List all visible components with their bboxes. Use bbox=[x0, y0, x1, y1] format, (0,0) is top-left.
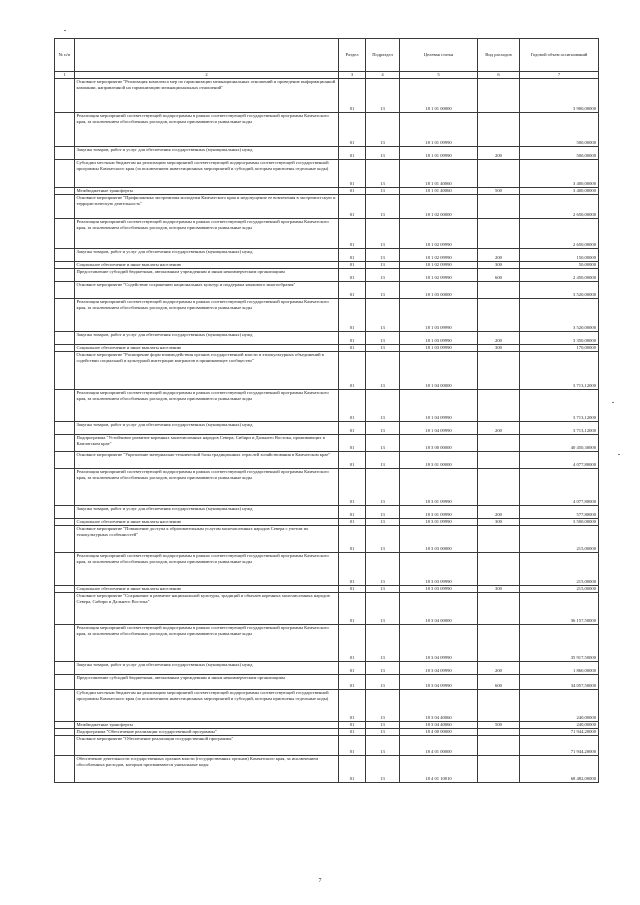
row-num-cell bbox=[55, 219, 75, 249]
row-podrazdel-cell: 13 bbox=[366, 722, 400, 729]
row-name-cell: Реализация мероприятий соответствующей подпрограммы в рамках соответствующей государственной программы Камчатского края, за исключением обособленных расходов, которым присваиваются уникальные коды bbox=[75, 625, 339, 662]
row-expense-type-cell bbox=[478, 690, 520, 722]
row-sum-cell: 215,00000 bbox=[520, 586, 599, 593]
row-razdel-cell: 01 bbox=[339, 269, 366, 282]
row-expense-type-cell bbox=[478, 390, 520, 422]
row-num-cell bbox=[55, 390, 75, 422]
row-target-cell: 18 1 02 09990 bbox=[400, 262, 478, 269]
row-podrazdel-cell: 13 bbox=[366, 675, 400, 690]
row-razdel-cell: 01 bbox=[339, 352, 366, 390]
row-expense-type-cell bbox=[478, 160, 520, 188]
row-num-cell bbox=[55, 188, 75, 195]
row-name-cell: Обеспечение деятельности государственных органов власти (государственных органов) Камчатского края, за исключением обособленных расходов, которым присваиваются уникальные коды bbox=[75, 756, 339, 783]
row-razdel-cell: 01 bbox=[339, 586, 366, 593]
row-sum-cell: 577,80000 bbox=[520, 506, 599, 519]
row-podrazdel-cell: 13 bbox=[366, 282, 400, 299]
col-number: 3 bbox=[339, 72, 366, 79]
row-num-cell bbox=[55, 282, 75, 299]
row-num-cell bbox=[55, 452, 75, 469]
row-target-cell: 18 3 04 00000 bbox=[400, 593, 478, 625]
row-podrazdel-cell: 13 bbox=[366, 147, 400, 160]
table-row bbox=[55, 147, 599, 160]
row-expense-type-cell bbox=[478, 79, 520, 113]
row-target-cell: 18 1 01 00000 bbox=[400, 79, 478, 113]
row-expense-type-cell bbox=[478, 756, 520, 783]
table-row bbox=[55, 722, 599, 729]
table-row bbox=[55, 736, 599, 756]
row-sum-cell: 500,00000 bbox=[520, 147, 599, 160]
row-name-cell: Социальное обеспечение и иные выплаты населению bbox=[75, 586, 339, 593]
table-row bbox=[55, 79, 599, 113]
row-expense-type-cell bbox=[478, 195, 520, 219]
row-target-cell: 18 3 04 40060 bbox=[400, 722, 478, 729]
col-number: 2 bbox=[75, 72, 339, 79]
table-row bbox=[55, 332, 599, 345]
row-sum-cell: 3 400,00000 bbox=[520, 188, 599, 195]
row-podrazdel-cell: 13 bbox=[366, 422, 400, 435]
row-expense-type-cell: 200 bbox=[478, 422, 520, 435]
row-razdel-cell: 01 bbox=[339, 506, 366, 519]
row-razdel-cell: 01 bbox=[339, 188, 366, 195]
row-razdel-cell: 01 bbox=[339, 593, 366, 625]
row-name-cell: Основное мероприятие "Сохранение и развитие национальной культуры, традиций и обычаев коренных малочисленных народов Севера, Сибири и Дальнего Востока" bbox=[75, 593, 339, 625]
row-num-cell bbox=[55, 262, 75, 269]
row-num-cell bbox=[55, 113, 75, 147]
row-target-cell: 18 1 01 40060 bbox=[400, 160, 478, 188]
row-num-cell bbox=[55, 345, 75, 352]
row-razdel-cell: 01 bbox=[339, 625, 366, 662]
table-row bbox=[55, 249, 599, 262]
col-number: 7 bbox=[520, 72, 599, 79]
table-row bbox=[55, 526, 599, 553]
table-body bbox=[55, 79, 599, 783]
row-target-cell: 18 3 01 09990 bbox=[400, 506, 478, 519]
row-num-cell bbox=[55, 662, 75, 675]
table-row bbox=[55, 299, 599, 332]
row-expense-type-cell: 200 bbox=[478, 249, 520, 262]
row-expense-type-cell: 300 bbox=[478, 345, 520, 352]
col-header-razdel: Раздел bbox=[339, 39, 366, 72]
row-expense-type-cell: 300 bbox=[478, 519, 520, 526]
row-razdel-cell: 01 bbox=[339, 249, 366, 262]
row-sum-cell: 4 077,80000 bbox=[520, 469, 599, 506]
row-num-cell bbox=[55, 756, 75, 783]
row-podrazdel-cell: 13 bbox=[366, 352, 400, 390]
row-razdel-cell: 01 bbox=[339, 435, 366, 452]
row-num-cell bbox=[55, 160, 75, 188]
row-name-cell: Реализация мероприятий соответствующей подпрограммы в рамках соответствующей государственной программы Камчатского края, за исключением обособленных расходов, которым присваиваются уникальные коды bbox=[75, 113, 339, 147]
row-sum-cell: 71 944,20000 bbox=[520, 736, 599, 756]
row-name-cell: Закупка товаров, работ и услуг для обеспечения государственных (муниципальных) нужд bbox=[75, 422, 339, 435]
row-expense-type-cell bbox=[478, 113, 520, 147]
row-podrazdel-cell: 13 bbox=[366, 269, 400, 282]
row-razdel-cell: 01 bbox=[339, 553, 366, 586]
row-name-cell: Субсидии местным бюджетам на реализацию мероприятий соответствующей подпрограммы соответствующей государственной программы Камчатского края (за исключением инвестиционных мероприятий и субсидий, которым присвоены отдельные коды) bbox=[75, 160, 339, 188]
row-target-cell: 18 4 01 00000 bbox=[400, 736, 478, 756]
row-num-cell bbox=[55, 79, 75, 113]
row-target-cell: 18 1 04 09990 bbox=[400, 390, 478, 422]
row-sum-cell: 3 520,00000 bbox=[520, 282, 599, 299]
col-header-podrazdel: Подраздел bbox=[366, 39, 400, 72]
row-podrazdel-cell: 13 bbox=[366, 756, 400, 783]
row-razdel-cell: 01 bbox=[339, 147, 366, 160]
row-sum-cell: 3 400,00000 bbox=[520, 160, 599, 188]
row-sum-cell: 3 713,12000 bbox=[520, 422, 599, 435]
table-row bbox=[55, 345, 599, 352]
row-target-cell: 18 3 04 40060 bbox=[400, 690, 478, 722]
row-target-cell: 18 3 04 09990 bbox=[400, 675, 478, 690]
col-number: 1 bbox=[55, 72, 75, 79]
document-sheet bbox=[54, 38, 598, 783]
row-target-cell: 18 3 01 09990 bbox=[400, 469, 478, 506]
col-number: 6 bbox=[478, 72, 520, 79]
row-num-cell bbox=[55, 299, 75, 332]
row-expense-type-cell bbox=[478, 625, 520, 662]
row-sum-cell: 215,00000 bbox=[520, 526, 599, 553]
table-row bbox=[55, 506, 599, 519]
row-num-cell bbox=[55, 586, 75, 593]
row-expense-type-cell bbox=[478, 593, 520, 625]
row-razdel-cell: 01 bbox=[339, 662, 366, 675]
table-row bbox=[55, 593, 599, 625]
row-num-cell bbox=[55, 675, 75, 690]
row-podrazdel-cell: 13 bbox=[366, 469, 400, 506]
row-target-cell: 18 3 00 00000 bbox=[400, 435, 478, 452]
row-sum-cell: 150,00000 bbox=[520, 249, 599, 262]
row-podrazdel-cell: 13 bbox=[366, 188, 400, 195]
row-sum-cell: 215,00000 bbox=[520, 553, 599, 586]
row-name-cell: Основное мероприятие "Расширение форм взаимодействия органов государственной власти и этнокультурных объединений в содействии социальной и культурной интеграции мигрантов в принимающее сообщество" bbox=[75, 352, 339, 390]
row-razdel-cell: 01 bbox=[339, 526, 366, 553]
row-sum-cell: 170,00000 bbox=[520, 345, 599, 352]
row-target-cell: 18 3 01 00000 bbox=[400, 452, 478, 469]
row-expense-type-cell bbox=[478, 469, 520, 506]
table-row bbox=[55, 553, 599, 586]
row-target-cell: 18 4 00 00000 bbox=[400, 729, 478, 736]
row-name-cell: Реализация мероприятий соответствующей подпрограммы в рамках соответствующей государственной программы Камчатского края, за исключением обособленных расходов, которым присваиваются уникальные коды bbox=[75, 299, 339, 332]
row-name-cell: Основное мероприятие "Содействие сохранению национальных культур и поддержка языкового многообразия" bbox=[75, 282, 339, 299]
row-sum-cell: 3 900,00000 bbox=[520, 79, 599, 113]
row-num-cell bbox=[55, 269, 75, 282]
row-sum-cell: 240,00000 bbox=[520, 690, 599, 722]
row-name-cell: Реализация мероприятий соответствующей подпрограммы в рамках соответствующей государственной программы Камчатского края, за исключением обособленных расходов, которым присваиваются уникальные коды bbox=[75, 553, 339, 586]
row-target-cell: 18 3 03 00000 bbox=[400, 526, 478, 553]
row-razdel-cell: 01 bbox=[339, 195, 366, 219]
row-razdel-cell: 01 bbox=[339, 79, 366, 113]
row-sum-cell: 3 350,00000 bbox=[520, 332, 599, 345]
row-name-cell: Реализация мероприятий соответствующей подпрограммы в рамках соответствующей государственной программы Камчатского края, за исключением обособленных расходов, которым присваиваются уникальные коды bbox=[75, 469, 339, 506]
row-sum-cell: 2 650,00000 bbox=[520, 195, 599, 219]
row-razdel-cell: 01 bbox=[339, 219, 366, 249]
row-target-cell: 18 3 01 09990 bbox=[400, 519, 478, 526]
row-num-cell bbox=[55, 593, 75, 625]
table-row bbox=[55, 269, 599, 282]
table-row bbox=[55, 282, 599, 299]
row-expense-type-cell: 200 bbox=[478, 332, 520, 345]
row-razdel-cell: 01 bbox=[339, 345, 366, 352]
table-row bbox=[55, 113, 599, 147]
col-header-num: № п/п bbox=[55, 39, 75, 72]
row-expense-type-cell: 600 bbox=[478, 269, 520, 282]
row-sum-cell: 500,00000 bbox=[520, 113, 599, 147]
row-num-cell bbox=[55, 249, 75, 262]
row-name-cell: Социальное обеспечение и иные выплаты населению bbox=[75, 519, 339, 526]
row-name-cell: Подпрограмма "Устойчивое развитие коренных малочисленных народов Севера, Сибири и Дальнего Востока, проживающих в Камчатском крае" bbox=[75, 435, 339, 452]
table-row bbox=[55, 262, 599, 269]
table-row bbox=[55, 519, 599, 526]
row-razdel-cell: 01 bbox=[339, 422, 366, 435]
row-name-cell: Межбюджетные трансферты bbox=[75, 722, 339, 729]
col-number: 5 bbox=[400, 72, 478, 79]
row-target-cell: 18 1 02 09990 bbox=[400, 249, 478, 262]
row-sum-cell: 3 520,00000 bbox=[520, 299, 599, 332]
table-row bbox=[55, 352, 599, 390]
row-target-cell: 18 1 03 09990 bbox=[400, 332, 478, 345]
row-name-cell: Предоставление субсидий бюджетным, автономным учреждениям и иным некоммерческим организациям bbox=[75, 675, 339, 690]
row-sum-cell: 2 650,00000 bbox=[520, 219, 599, 249]
row-num-cell bbox=[55, 352, 75, 390]
table-row bbox=[55, 586, 599, 593]
table-row bbox=[55, 452, 599, 469]
row-num-cell bbox=[55, 625, 75, 662]
row-num-cell bbox=[55, 553, 75, 586]
budget-table bbox=[54, 38, 599, 783]
row-podrazdel-cell: 13 bbox=[366, 729, 400, 736]
row-sum-cell: 3 713,12000 bbox=[520, 390, 599, 422]
row-target-cell: 18 1 01 40060 bbox=[400, 188, 478, 195]
row-name-cell: Субсидии местным бюджетам на реализацию мероприятий соответствующей подпрограммы соответствующей государственной программы Камчатского края (за исключением инвестиционных мероприятий и субсидий, которым присвоены отдельные коды) bbox=[75, 690, 339, 722]
row-razdel-cell: 01 bbox=[339, 519, 366, 526]
table-row bbox=[55, 729, 599, 736]
row-num-cell bbox=[55, 526, 75, 553]
row-razdel-cell: 01 bbox=[339, 452, 366, 469]
row-expense-type-cell: 500 bbox=[478, 188, 520, 195]
row-target-cell: 18 4 01 10010 bbox=[400, 756, 478, 783]
row-expense-type-cell: 600 bbox=[478, 675, 520, 690]
table-row bbox=[55, 662, 599, 675]
row-expense-type-cell bbox=[478, 282, 520, 299]
row-podrazdel-cell: 13 bbox=[366, 79, 400, 113]
row-num-cell bbox=[55, 690, 75, 722]
row-razdel-cell: 01 bbox=[339, 282, 366, 299]
scan-speck bbox=[612, 402, 614, 403]
row-name-cell: Основное мероприятие "Профилактика экстремизма молодежи Камчатского края и недопущение ее вовлечения в экстремистскую и террористическую деятельность" bbox=[75, 195, 339, 219]
scan-speck bbox=[64, 30, 66, 31]
row-name-cell: Реализация мероприятий соответствующей подпрограммы в рамках соответствующей государственной программы Камчатского края, за исключением обособленных расходов, которым присваиваются уникальные коды bbox=[75, 390, 339, 422]
row-expense-type-cell bbox=[478, 729, 520, 736]
row-podrazdel-cell: 13 bbox=[366, 506, 400, 519]
row-podrazdel-cell: 13 bbox=[366, 625, 400, 662]
row-podrazdel-cell: 13 bbox=[366, 736, 400, 756]
row-name-cell: Закупка товаров, работ и услуг для обеспечения государственных (муниципальных) нужд bbox=[75, 332, 339, 345]
table-row bbox=[55, 188, 599, 195]
row-num-cell bbox=[55, 736, 75, 756]
row-expense-type-cell: 200 bbox=[478, 662, 520, 675]
row-razdel-cell: 01 bbox=[339, 736, 366, 756]
page-number: 7 bbox=[318, 878, 322, 884]
row-name-cell: Основное мероприятие "Повышение доступа к образовательным услугам малочисленных народов Севера с учетом их этнокультурных особенностей" bbox=[75, 526, 339, 553]
row-expense-type-cell bbox=[478, 526, 520, 553]
col-number: 4 bbox=[366, 72, 400, 79]
row-razdel-cell: 01 bbox=[339, 729, 366, 736]
row-expense-type-cell: 300 bbox=[478, 586, 520, 593]
row-target-cell: 18 1 04 00000 bbox=[400, 352, 478, 390]
row-sum-cell: 1 860,00000 bbox=[520, 662, 599, 675]
row-podrazdel-cell: 13 bbox=[366, 662, 400, 675]
row-expense-type-cell bbox=[478, 352, 520, 390]
table-header-row bbox=[55, 39, 599, 72]
row-sum-cell: 240,00000 bbox=[520, 722, 599, 729]
row-razdel-cell: 01 bbox=[339, 299, 366, 332]
row-podrazdel-cell: 13 bbox=[366, 553, 400, 586]
row-razdel-cell: 01 bbox=[339, 722, 366, 729]
row-expense-type-cell bbox=[478, 736, 520, 756]
row-razdel-cell: 01 bbox=[339, 160, 366, 188]
row-sum-cell: 3 500,00000 bbox=[520, 519, 599, 526]
row-sum-cell: 36 157,50000 bbox=[520, 593, 599, 625]
row-num-cell bbox=[55, 729, 75, 736]
row-podrazdel-cell: 13 bbox=[366, 262, 400, 269]
row-razdel-cell: 01 bbox=[339, 690, 366, 722]
row-name-cell: Закупка товаров, работ и услуг для обеспечения государственных (муниципальных) нужд bbox=[75, 147, 339, 160]
row-name-cell: Закупка товаров, работ и услуг для обеспечения государственных (муниципальных) нужд bbox=[75, 506, 339, 519]
row-target-cell: 18 3 03 09990 bbox=[400, 553, 478, 586]
row-name-cell: Основное мероприятие "Укрепление материально-технической базы традиционных отраслей хозяйствования в Камчатском крае" bbox=[75, 452, 339, 469]
row-razdel-cell: 01 bbox=[339, 390, 366, 422]
row-razdel-cell: 01 bbox=[339, 469, 366, 506]
row-sum-cell: 34 057,50000 bbox=[520, 675, 599, 690]
row-razdel-cell: 01 bbox=[339, 756, 366, 783]
row-podrazdel-cell: 13 bbox=[366, 160, 400, 188]
row-expense-type-cell bbox=[478, 452, 520, 469]
row-expense-type-cell bbox=[478, 219, 520, 249]
row-podrazdel-cell: 13 bbox=[366, 390, 400, 422]
row-name-cell: Межбюджетные трансферты bbox=[75, 188, 339, 195]
row-num-cell bbox=[55, 332, 75, 345]
row-target-cell: 18 1 03 00000 bbox=[400, 282, 478, 299]
row-podrazdel-cell: 13 bbox=[366, 332, 400, 345]
row-name-cell: Предоставление субсидий бюджетным, автономным учреждениям и иным некоммерческим организациям bbox=[75, 269, 339, 282]
row-podrazdel-cell: 13 bbox=[366, 435, 400, 452]
table-row bbox=[55, 675, 599, 690]
row-num-cell bbox=[55, 422, 75, 435]
table-row bbox=[55, 422, 599, 435]
row-sum-cell: 4 077,80000 bbox=[520, 452, 599, 469]
row-podrazdel-cell: 13 bbox=[366, 526, 400, 553]
row-sum-cell: 3 713,12000 bbox=[520, 352, 599, 390]
row-name-cell: Закупка товаров, работ и услуг для обеспечения государственных (муниципальных) нужд bbox=[75, 662, 339, 675]
row-podrazdel-cell: 13 bbox=[366, 195, 400, 219]
row-razdel-cell: 01 bbox=[339, 675, 366, 690]
table-row bbox=[55, 690, 599, 722]
row-num-cell bbox=[55, 469, 75, 506]
row-target-cell: 18 1 04 09990 bbox=[400, 422, 478, 435]
row-target-cell: 18 1 01 09990 bbox=[400, 113, 478, 147]
row-expense-type-cell bbox=[478, 553, 520, 586]
row-target-cell: 18 1 01 09990 bbox=[400, 147, 478, 160]
row-podrazdel-cell: 13 bbox=[366, 593, 400, 625]
row-target-cell: 18 1 02 09990 bbox=[400, 269, 478, 282]
row-podrazdel-cell: 13 bbox=[366, 113, 400, 147]
row-podrazdel-cell: 13 bbox=[366, 586, 400, 593]
row-expense-type-cell: 500 bbox=[478, 722, 520, 729]
col-header-expense-type: Вид расходов bbox=[478, 39, 520, 72]
table-row bbox=[55, 625, 599, 662]
row-expense-type-cell: 200 bbox=[478, 506, 520, 519]
row-target-cell: 18 1 02 09990 bbox=[400, 219, 478, 249]
row-num-cell bbox=[55, 195, 75, 219]
row-target-cell: 18 1 03 09990 bbox=[400, 299, 478, 332]
row-sum-cell: 35 917,50000 bbox=[520, 625, 599, 662]
col-header-annual-sum: Годовой объем ассигнований bbox=[520, 39, 599, 72]
table-row bbox=[55, 435, 599, 452]
row-target-cell: 18 3 04 09990 bbox=[400, 625, 478, 662]
row-num-cell bbox=[55, 435, 75, 452]
row-podrazdel-cell: 13 bbox=[366, 452, 400, 469]
row-razdel-cell: 01 bbox=[339, 332, 366, 345]
row-name-cell: Реализация мероприятий соответствующей подпрограммы в рамках соответствующей государственной программы Камчатского края, за исключением обособленных расходов, которым присваиваются уникальные коды bbox=[75, 219, 339, 249]
scan-speck bbox=[618, 454, 620, 455]
table-row bbox=[55, 219, 599, 249]
row-razdel-cell: 01 bbox=[339, 262, 366, 269]
row-podrazdel-cell: 13 bbox=[366, 219, 400, 249]
col-header-target: Целевая статья bbox=[400, 39, 478, 72]
row-expense-type-cell bbox=[478, 435, 520, 452]
row-num-cell bbox=[55, 519, 75, 526]
row-num-cell bbox=[55, 722, 75, 729]
row-target-cell: 18 3 04 09990 bbox=[400, 662, 478, 675]
row-num-cell bbox=[55, 147, 75, 160]
row-podrazdel-cell: 13 bbox=[366, 249, 400, 262]
col-header-name bbox=[75, 39, 339, 72]
row-name-cell: Подпрограмма "Обеспечение реализации государственной программы" bbox=[75, 729, 339, 736]
row-sum-cell: 40 450,30000 bbox=[520, 435, 599, 452]
row-name-cell: Основное мероприятие "Обеспечение реализации государственной программы" bbox=[75, 736, 339, 756]
row-expense-type-cell: 200 bbox=[478, 147, 520, 160]
row-target-cell: 18 1 02 00000 bbox=[400, 195, 478, 219]
row-num-cell bbox=[55, 506, 75, 519]
row-razdel-cell: 01 bbox=[339, 113, 366, 147]
row-podrazdel-cell: 13 bbox=[366, 299, 400, 332]
row-podrazdel-cell: 13 bbox=[366, 345, 400, 352]
row-sum-cell: 68 482,00000 bbox=[520, 756, 599, 783]
row-target-cell: 18 1 03 09990 bbox=[400, 345, 478, 352]
row-name-cell: Основное мероприятие "Реализация комплекса мер по гармонизации межнациональных отношений и проведение информационной кампании, направленной на гармонизацию межнациональных отношений" bbox=[75, 79, 339, 113]
row-expense-type-cell bbox=[478, 299, 520, 332]
row-expense-type-cell: 300 bbox=[478, 262, 520, 269]
column-number-row bbox=[55, 72, 599, 79]
table-row bbox=[55, 195, 599, 219]
row-podrazdel-cell: 13 bbox=[366, 690, 400, 722]
table-row bbox=[55, 756, 599, 783]
row-sum-cell: 71 944,20000 bbox=[520, 729, 599, 736]
row-name-cell: Социальное обеспечение и иные выплаты населению bbox=[75, 345, 339, 352]
row-sum-cell: 50,00000 bbox=[520, 262, 599, 269]
row-name-cell: Социальное обеспечение и иные выплаты населению bbox=[75, 262, 339, 269]
row-target-cell: 18 3 03 09990 bbox=[400, 586, 478, 593]
row-name-cell: Закупка товаров, работ и услуг для обеспечения государственных (муниципальных) нужд bbox=[75, 249, 339, 262]
table-row bbox=[55, 469, 599, 506]
table-row bbox=[55, 390, 599, 422]
table-row bbox=[55, 160, 599, 188]
row-podrazdel-cell: 13 bbox=[366, 519, 400, 526]
row-sum-cell: 2 450,00000 bbox=[520, 269, 599, 282]
